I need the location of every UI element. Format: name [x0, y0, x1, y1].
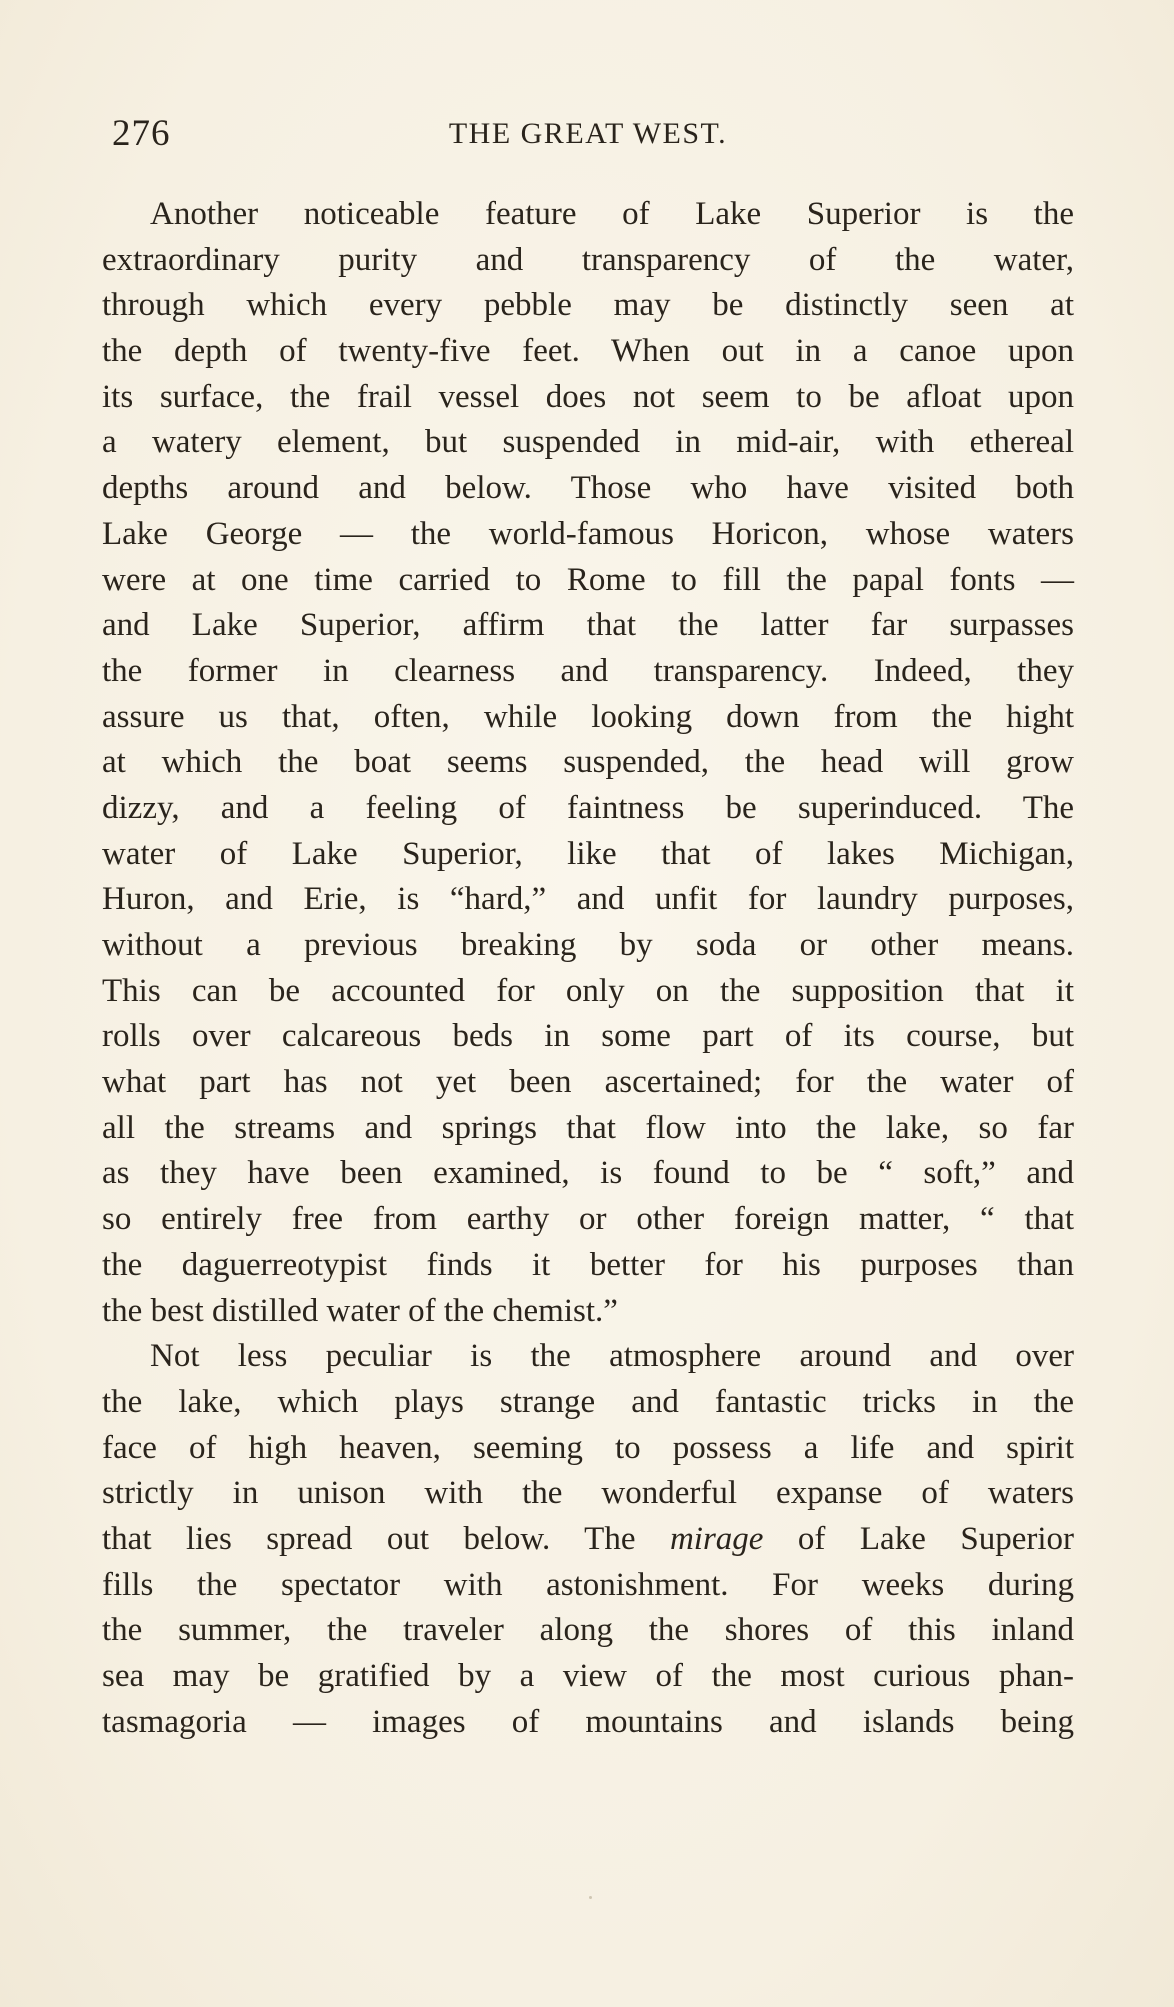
text-line: dizzy, and a feeling of faintness be superinduced. The	[102, 789, 1074, 826]
text-line: Another noticeable feature of Lake Superior is the	[150, 196, 1074, 232]
body-text	[102, 192, 1074, 1745]
text-line: Lake George — the world-famous Horicon, whose waters	[102, 515, 1074, 552]
paper-speck	[589, 1896, 592, 1899]
text-line: This can be accounted for only on the supposition that it	[102, 972, 1074, 1009]
text-line: strictly in unison with the wonderful expanse of waters	[102, 1475, 1074, 1512]
text-line: and Lake Superior, affirm that the latter far surpasses	[102, 607, 1074, 644]
text-line: the best distilled water of the chemist.”	[102, 1292, 618, 1329]
text-line: the depth of twenty-five feet. When out in a canoe upon	[102, 333, 1074, 370]
text-line-with-italic	[102, 1517, 1074, 1563]
running-head	[112, 112, 1064, 156]
italic-word-mirage: mirage	[669, 1520, 764, 1557]
text-line: the summer, the traveler along the shores of this inland	[102, 1612, 1074, 1649]
text-line: tasmagoria — images of mountains and islands being	[102, 1703, 1074, 1740]
text-line: extraordinary purity and transparency of the water,	[102, 241, 1074, 278]
paragraph-1	[102, 192, 1074, 1334]
text-line: face of high heaven, seeming to possess a life and spirit	[102, 1429, 1074, 1466]
text-line: water of Lake Superior, like that of lakes Michigan,	[102, 835, 1074, 872]
text-line: Not less peculiar is the atmosphere around and over	[150, 1338, 1074, 1375]
text-line: so entirely free from earthy or other foreign matter, “ that	[102, 1201, 1074, 1238]
text-line: fills the spectator with astonishment. For weeks during	[102, 1566, 1074, 1603]
text-line: assure us that, often, while looking down from the hight	[102, 698, 1074, 735]
text-line: rolls over calcareous beds in some part of its course, but	[102, 1018, 1074, 1055]
text-line: sea may be gratified by a view of the most curious phan-	[102, 1658, 1074, 1694]
text-line: its surface, the frail vessel does not seem to be afloat upon	[102, 378, 1074, 415]
text-line: through which every pebble may be distinctly seen at	[102, 287, 1074, 324]
page-number: 276	[112, 113, 171, 154]
text-segment: of Lake Superior	[763, 1520, 1074, 1557]
text-line: the daguerreotypist finds it better for his purposes than	[102, 1246, 1074, 1283]
text-line: as they have been examined, is found to be “ soft,” and	[102, 1155, 1074, 1192]
text-line: Huron, and Erie, is “hard,” and unfit for laundry purposes,	[102, 881, 1074, 918]
text-line: without a previous breaking by soda or other means.	[102, 927, 1074, 963]
running-title: THE GREAT WEST.	[448, 117, 728, 150]
text-line: depths around and below. Those who have visited both	[102, 470, 1074, 507]
text-line: were at one time carried to Rome to fill the papal fonts —	[102, 561, 1074, 598]
text-line: all the streams and springs that flow into the lake, so far	[102, 1109, 1074, 1146]
text-line: the former in clearness and transparency. Indeed, they	[102, 652, 1074, 689]
text-line: what part has not yet been ascertained; for the water of	[102, 1064, 1074, 1101]
text-line: a watery element, but suspended in mid-air, with ethereal	[102, 424, 1074, 461]
paragraph-2	[102, 1334, 1074, 1745]
text-line: at which the boat seems suspended, the head will grow	[102, 744, 1074, 781]
text-segment: that lies spread out below. The	[102, 1520, 670, 1557]
text-line: the lake, which plays strange and fantastic tricks in the	[102, 1383, 1074, 1420]
